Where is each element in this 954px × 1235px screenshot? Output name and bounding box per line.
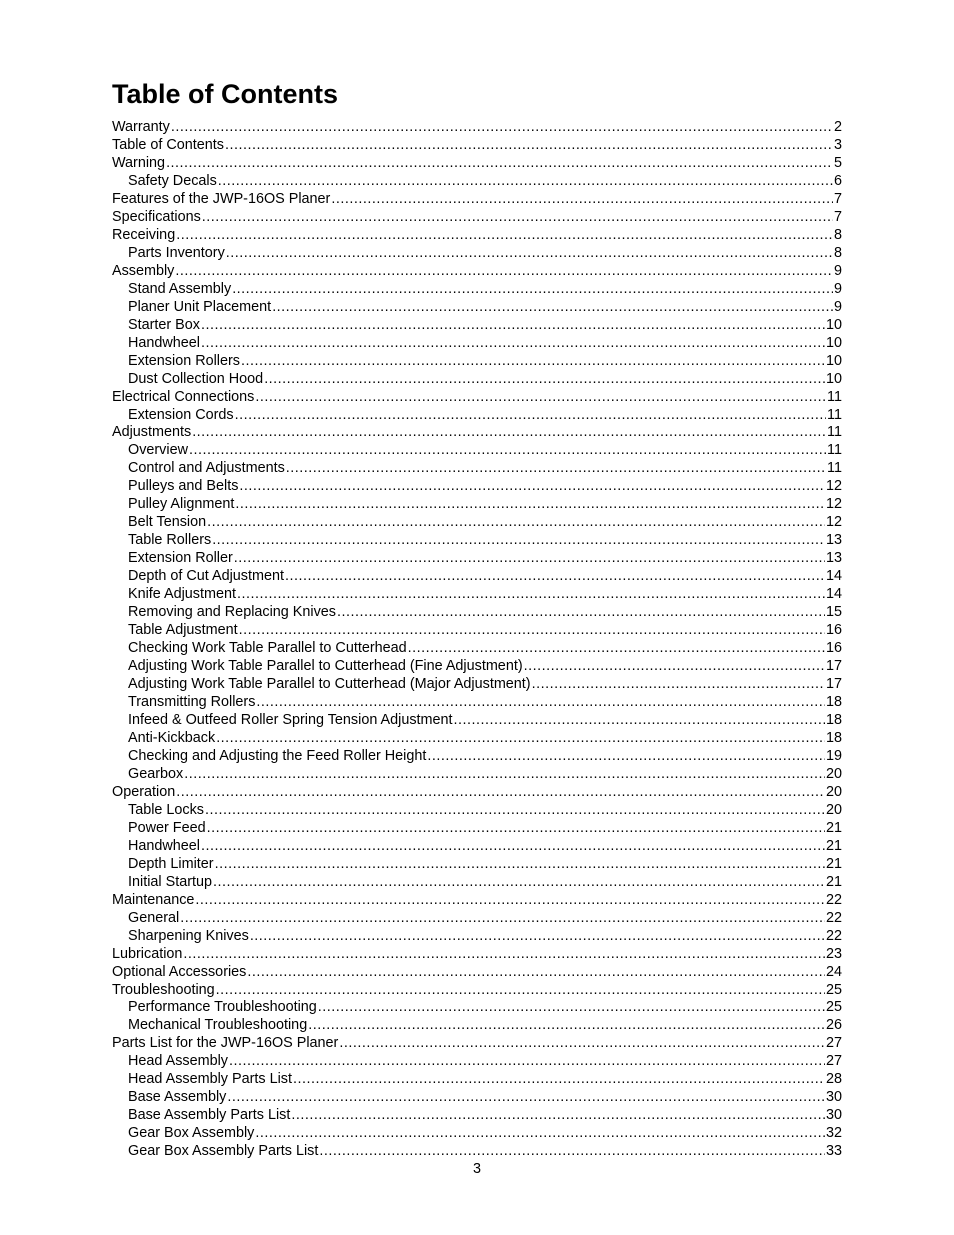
toc-entry[interactable] <box>112 209 842 227</box>
toc-entry[interactable] <box>112 191 842 209</box>
toc-entry-title: Specifications <box>112 208 201 225</box>
toc-subentry[interactable] <box>112 766 842 784</box>
toc-dot-leader <box>201 317 825 335</box>
toc-entry-title: Checking and Adjusting the Feed Roller Height <box>128 747 427 764</box>
toc-subentry[interactable] <box>112 1053 842 1071</box>
toc-subentry[interactable] <box>112 1143 842 1161</box>
toc-dot-leader <box>250 928 825 946</box>
toc-entry-title: General <box>128 909 180 926</box>
toc-dot-leader <box>241 353 825 371</box>
toc-subentry[interactable] <box>112 928 842 946</box>
toc-dot-leader <box>408 640 825 658</box>
toc-entry[interactable] <box>112 892 842 910</box>
toc-entry-title: Checking Work Table Parallel to Cutterhead <box>128 640 407 657</box>
toc-subentry[interactable] <box>112 730 842 748</box>
toc-entry-page-number: 12 <box>825 496 842 513</box>
toc-dot-leader <box>226 245 833 263</box>
toc-entry-title: Handwheel <box>128 837 201 854</box>
toc-entry-page-number: 13 <box>825 532 842 549</box>
toc-dot-leader <box>532 676 825 694</box>
toc-entry-title: Power Feed <box>128 819 206 836</box>
toc-entry-title: Depth of Cut Adjustment <box>128 568 284 585</box>
toc-entry-page-number: 14 <box>825 586 842 603</box>
toc-entry-page-number: 16 <box>825 640 842 657</box>
toc-entry-page-number: 12 <box>825 478 842 495</box>
toc-dot-leader <box>216 982 825 1000</box>
toc-subentry[interactable] <box>112 712 842 730</box>
toc-entry-title: Table of Contents <box>112 136 224 153</box>
toc-subentry[interactable] <box>112 353 842 371</box>
toc-entry-page-number: 22 <box>825 909 842 926</box>
toc-entry-title: Warranty <box>112 119 170 135</box>
toc-entry-title: Overview <box>128 442 188 459</box>
toc-entry-page-number: 6 <box>833 172 842 189</box>
toc-entry-title: Gear Box Assembly <box>128 1125 255 1142</box>
toc-dot-leader <box>331 191 833 209</box>
toc-entry-page-number: 8 <box>833 226 842 243</box>
toc-dot-leader <box>180 910 825 928</box>
toc-entry-page-number: 33 <box>825 1143 842 1160</box>
toc-entry-page-number: 20 <box>825 765 842 782</box>
toc-entry-title: Maintenance <box>112 891 195 908</box>
toc-entry-title: Assembly <box>112 262 175 279</box>
toc-entry-page-number: 28 <box>825 1071 842 1088</box>
toc-subentry[interactable] <box>112 317 842 335</box>
toc-entry-page-number: 16 <box>825 622 842 639</box>
toc-dot-leader <box>183 946 825 964</box>
toc-entry-title: Lubrication <box>112 945 183 962</box>
toc-subentry[interactable] <box>112 586 842 604</box>
toc-entry-title: Pulley Alignment <box>128 496 235 513</box>
toc-entry-page-number: 32 <box>825 1125 842 1142</box>
toc-dot-leader <box>235 407 826 425</box>
toc-dot-leader <box>207 514 825 532</box>
toc-entry-page-number: 20 <box>825 801 842 818</box>
toc-entry-page-number: 21 <box>825 873 842 890</box>
toc-dot-leader <box>201 335 825 353</box>
toc-subentry[interactable] <box>112 910 842 928</box>
toc-subentry[interactable] <box>112 820 842 838</box>
toc-entry-page-number: 27 <box>825 1053 842 1070</box>
toc-dot-leader <box>234 550 825 568</box>
toc-entry[interactable] <box>112 389 842 407</box>
toc-entry-title: Base Assembly <box>128 1089 227 1106</box>
toc-entry-title: Optional Accessories <box>112 963 247 980</box>
toc-entry-page-number: 24 <box>825 963 842 980</box>
toc-entry-page-number: 10 <box>825 334 842 351</box>
toc-dot-leader <box>293 1071 825 1089</box>
toc-entry-page-number: 20 <box>825 783 842 800</box>
toc-entry-title: Belt Tension <box>128 514 207 531</box>
toc-entry-title: Knife Adjustment <box>128 586 236 603</box>
toc-entry-title: Warning <box>112 154 166 171</box>
toc-dot-leader <box>213 874 825 892</box>
toc-subentry[interactable] <box>112 874 842 892</box>
toc-dot-leader <box>184 766 825 784</box>
toc-dot-leader <box>239 478 825 496</box>
toc-dot-leader <box>175 263 833 281</box>
toc-subentry[interactable] <box>112 1071 842 1089</box>
toc-entry-title: Parts Inventory <box>128 244 225 261</box>
toc-entry-title: Adjusting Work Table Parallel to Cutterhead (Major Adjustment) <box>128 676 531 693</box>
toc-entry-title: Performance Troubleshooting <box>128 999 317 1016</box>
toc-entry-page-number: 8 <box>833 244 842 261</box>
toc-entry-title: Planer Unit Placement <box>128 298 272 315</box>
toc-dot-leader <box>176 784 825 802</box>
toc-entry-page-number: 11 <box>827 424 842 441</box>
table-of-contents-list <box>112 119 842 1161</box>
toc-entry[interactable] <box>112 119 842 137</box>
toc-subentry[interactable] <box>112 245 842 263</box>
toc-entry-title: Mechanical Troubleshooting <box>128 1017 308 1034</box>
toc-entry-title: Anti-Kickback <box>128 729 216 746</box>
toc-dot-leader <box>427 748 825 766</box>
toc-entry-title: Stand Assembly <box>128 280 232 297</box>
toc-entry-title: Infeed & Outfeed Roller Spring Tension Adjustment <box>128 711 453 728</box>
toc-entry[interactable] <box>112 946 842 964</box>
toc-entry-page-number: 15 <box>825 604 842 621</box>
toc-dot-leader <box>201 838 825 856</box>
toc-entry-title: Pulleys and Belts <box>128 478 239 495</box>
toc-dot-leader <box>202 209 833 227</box>
toc-dot-leader <box>285 568 825 586</box>
toc-subentry[interactable] <box>112 371 842 389</box>
page-number: 3 <box>472 1161 481 1177</box>
toc-entry-page-number: 27 <box>825 1035 842 1052</box>
toc-dot-leader <box>216 730 825 748</box>
page-title: Table of Contents <box>112 79 338 109</box>
toc-subentry[interactable] <box>112 838 842 856</box>
toc-entry-page-number: 11 <box>827 442 842 459</box>
toc-subentry[interactable] <box>112 478 842 496</box>
toc-subentry[interactable] <box>112 1017 842 1035</box>
toc-subentry[interactable] <box>112 676 842 694</box>
toc-dot-leader <box>205 802 825 820</box>
toc-entry-page-number: 21 <box>825 837 842 854</box>
toc-entry[interactable] <box>112 155 842 173</box>
toc-dot-leader <box>235 496 825 514</box>
toc-entry-title: Head Assembly <box>128 1053 228 1070</box>
toc-entry-title: Safety Decals <box>128 172 217 189</box>
toc-dot-leader <box>215 856 825 874</box>
toc-entry-page-number: 9 <box>833 280 842 297</box>
toc-entry-title: Handwheel <box>128 334 201 351</box>
toc-dot-leader <box>212 532 825 550</box>
toc-entry-title: Electrical Connections <box>112 388 255 405</box>
toc-dot-leader <box>227 1089 825 1107</box>
toc-entry-title: Depth Limiter <box>128 855 214 872</box>
toc-entry[interactable] <box>112 964 842 982</box>
toc-dot-leader <box>195 892 825 910</box>
toc-entry-title: Transmitting Rollers <box>128 694 256 710</box>
toc-dot-leader <box>256 694 825 712</box>
toc-entry-page-number: 23 <box>825 945 842 962</box>
toc-entry-page-number: 9 <box>833 262 842 279</box>
toc-entry-page-number: 22 <box>825 891 842 908</box>
toc-entry-title: Receiving <box>112 226 176 243</box>
toc-dot-leader <box>308 1017 825 1035</box>
toc-entry-page-number: 13 <box>825 550 842 567</box>
toc-entry-page-number: 10 <box>825 316 842 333</box>
toc-entry-page-number: 10 <box>825 370 842 387</box>
toc-entry-title: Adjustments <box>112 424 192 441</box>
toc-dot-leader <box>166 155 833 173</box>
toc-entry-title: Extension Rollers <box>128 352 240 369</box>
toc-subentry[interactable] <box>112 856 842 874</box>
toc-entry-title: Table Adjustment <box>128 622 238 639</box>
toc-subentry[interactable] <box>112 748 842 766</box>
toc-subentry[interactable] <box>112 1107 842 1125</box>
toc-entry-title: Operation <box>112 783 176 800</box>
toc-entry-page-number: 30 <box>825 1107 842 1124</box>
toc-entry[interactable] <box>112 227 842 245</box>
toc-dot-leader <box>319 1143 825 1161</box>
toc-subentry[interactable] <box>112 1125 842 1143</box>
toc-subentry[interactable] <box>112 694 842 712</box>
toc-subentry[interactable] <box>112 802 842 820</box>
toc-dot-leader <box>247 964 825 982</box>
toc-entry-title: Dust Collection Hood <box>128 370 264 387</box>
toc-entry[interactable] <box>112 982 842 1000</box>
toc-entry[interactable] <box>112 784 842 802</box>
toc-dot-leader <box>237 586 825 604</box>
toc-dot-leader <box>229 1053 825 1071</box>
toc-entry-page-number: 11 <box>827 388 842 405</box>
toc-entry-title: Features of the JWP-16OS Planer <box>112 190 331 207</box>
toc-dot-leader <box>339 1035 825 1053</box>
toc-subentry[interactable] <box>112 442 842 460</box>
toc-entry-title: Gearbox <box>128 765 184 782</box>
toc-entry-page-number: 17 <box>825 658 842 675</box>
toc-entry-title: Initial Startup <box>128 873 212 890</box>
toc-dot-leader <box>255 389 826 407</box>
toc-dot-leader <box>218 173 833 191</box>
toc-entry-title: Troubleshooting <box>112 981 215 998</box>
toc-entry-title: Starter Box <box>128 316 200 333</box>
toc-dot-leader <box>264 371 825 389</box>
toc-subentry[interactable] <box>112 532 842 550</box>
toc-entry-page-number: 25 <box>825 999 842 1016</box>
toc-dot-leader <box>255 1125 825 1143</box>
toc-entry-title: Head Assembly Parts List <box>128 1071 292 1088</box>
toc-subentry[interactable] <box>112 514 842 532</box>
toc-entry-page-number: 7 <box>833 190 842 207</box>
toc-entry-title: Table Locks <box>128 801 204 818</box>
toc-entry-page-number: 17 <box>825 676 842 693</box>
toc-entry-page-number: 18 <box>825 711 842 728</box>
toc-entry[interactable] <box>112 263 842 281</box>
toc-entry-title: Sharpening Knives <box>128 927 249 944</box>
toc-subentry[interactable] <box>112 496 842 514</box>
toc-entry-page-number: 18 <box>825 694 842 710</box>
toc-subentry[interactable] <box>112 299 842 317</box>
toc-entry-title: Parts List for the JWP-16OS Planer <box>112 1035 339 1052</box>
toc-entry-page-number: 26 <box>825 1017 842 1034</box>
toc-subentry[interactable] <box>112 1089 842 1107</box>
toc-dot-leader <box>337 604 825 622</box>
toc-entry-page-number: 3 <box>833 136 842 153</box>
toc-entry-title: Base Assembly Parts List <box>128 1107 291 1124</box>
toc-entry-page-number: 19 <box>825 747 842 764</box>
toc-dot-leader <box>318 999 825 1017</box>
toc-dot-leader <box>207 820 825 838</box>
toc-subentry[interactable] <box>112 999 842 1017</box>
toc-dot-leader <box>176 227 833 245</box>
toc-entry-page-number: 21 <box>825 819 842 836</box>
toc-entry-page-number: 2 <box>833 119 842 135</box>
toc-entry-title: Control and Adjustments <box>128 460 285 477</box>
toc-entry-title: Table Rollers <box>128 532 212 549</box>
toc-entry-title: Extension Cords <box>128 406 234 423</box>
toc-entry-page-number: 25 <box>825 981 842 998</box>
toc-entry-title: Extension Roller <box>128 550 233 567</box>
toc-dot-leader <box>239 622 825 640</box>
toc-subentry[interactable] <box>112 604 842 622</box>
toc-subentry[interactable] <box>112 407 842 425</box>
toc-dot-leader <box>454 712 825 730</box>
toc-entry-page-number: 22 <box>825 927 842 944</box>
toc-subentry[interactable] <box>112 335 842 353</box>
toc-entry-page-number: 5 <box>833 154 842 171</box>
toc-subentry[interactable] <box>112 281 842 299</box>
toc-entry-title: Removing and Replacing Knives <box>128 604 336 621</box>
toc-entry[interactable] <box>112 137 842 155</box>
toc-subentry[interactable] <box>112 658 842 676</box>
toc-entry[interactable] <box>112 424 842 442</box>
toc-dot-leader <box>189 442 826 460</box>
toc-subentry[interactable] <box>112 550 842 568</box>
toc-entry-page-number: 14 <box>825 568 842 585</box>
toc-dot-leader <box>225 137 833 155</box>
toc-dot-leader <box>524 658 825 676</box>
toc-entry-page-number: 12 <box>825 514 842 531</box>
toc-subentry[interactable] <box>112 640 842 658</box>
toc-entry-page-number: 18 <box>825 729 842 746</box>
toc-entry-page-number: 9 <box>833 298 842 315</box>
toc-dot-leader <box>286 460 826 478</box>
toc-dot-leader <box>192 424 826 442</box>
toc-entry-page-number: 30 <box>825 1089 842 1106</box>
toc-entry-page-number: 11 <box>827 460 842 477</box>
toc-dot-leader <box>232 281 833 299</box>
toc-entry[interactable] <box>112 1035 842 1053</box>
toc-entry-page-number: 11 <box>827 406 842 423</box>
toc-subentry[interactable] <box>112 173 842 191</box>
toc-subentry[interactable] <box>112 460 842 478</box>
toc-entry-title: Adjusting Work Table Parallel to Cutterhead (Fine Adjustment) <box>128 658 523 675</box>
toc-entry-page-number: 21 <box>825 855 842 872</box>
toc-subentry[interactable] <box>112 622 842 640</box>
toc-entry-page-number: 10 <box>825 352 842 369</box>
toc-dot-leader <box>171 119 833 137</box>
toc-dot-leader <box>291 1107 825 1125</box>
toc-subentry[interactable] <box>112 568 842 586</box>
toc-entry-title: Gear Box Assembly Parts List <box>128 1143 319 1160</box>
toc-dot-leader <box>272 299 833 317</box>
toc-entry-page-number: 7 <box>833 208 842 225</box>
